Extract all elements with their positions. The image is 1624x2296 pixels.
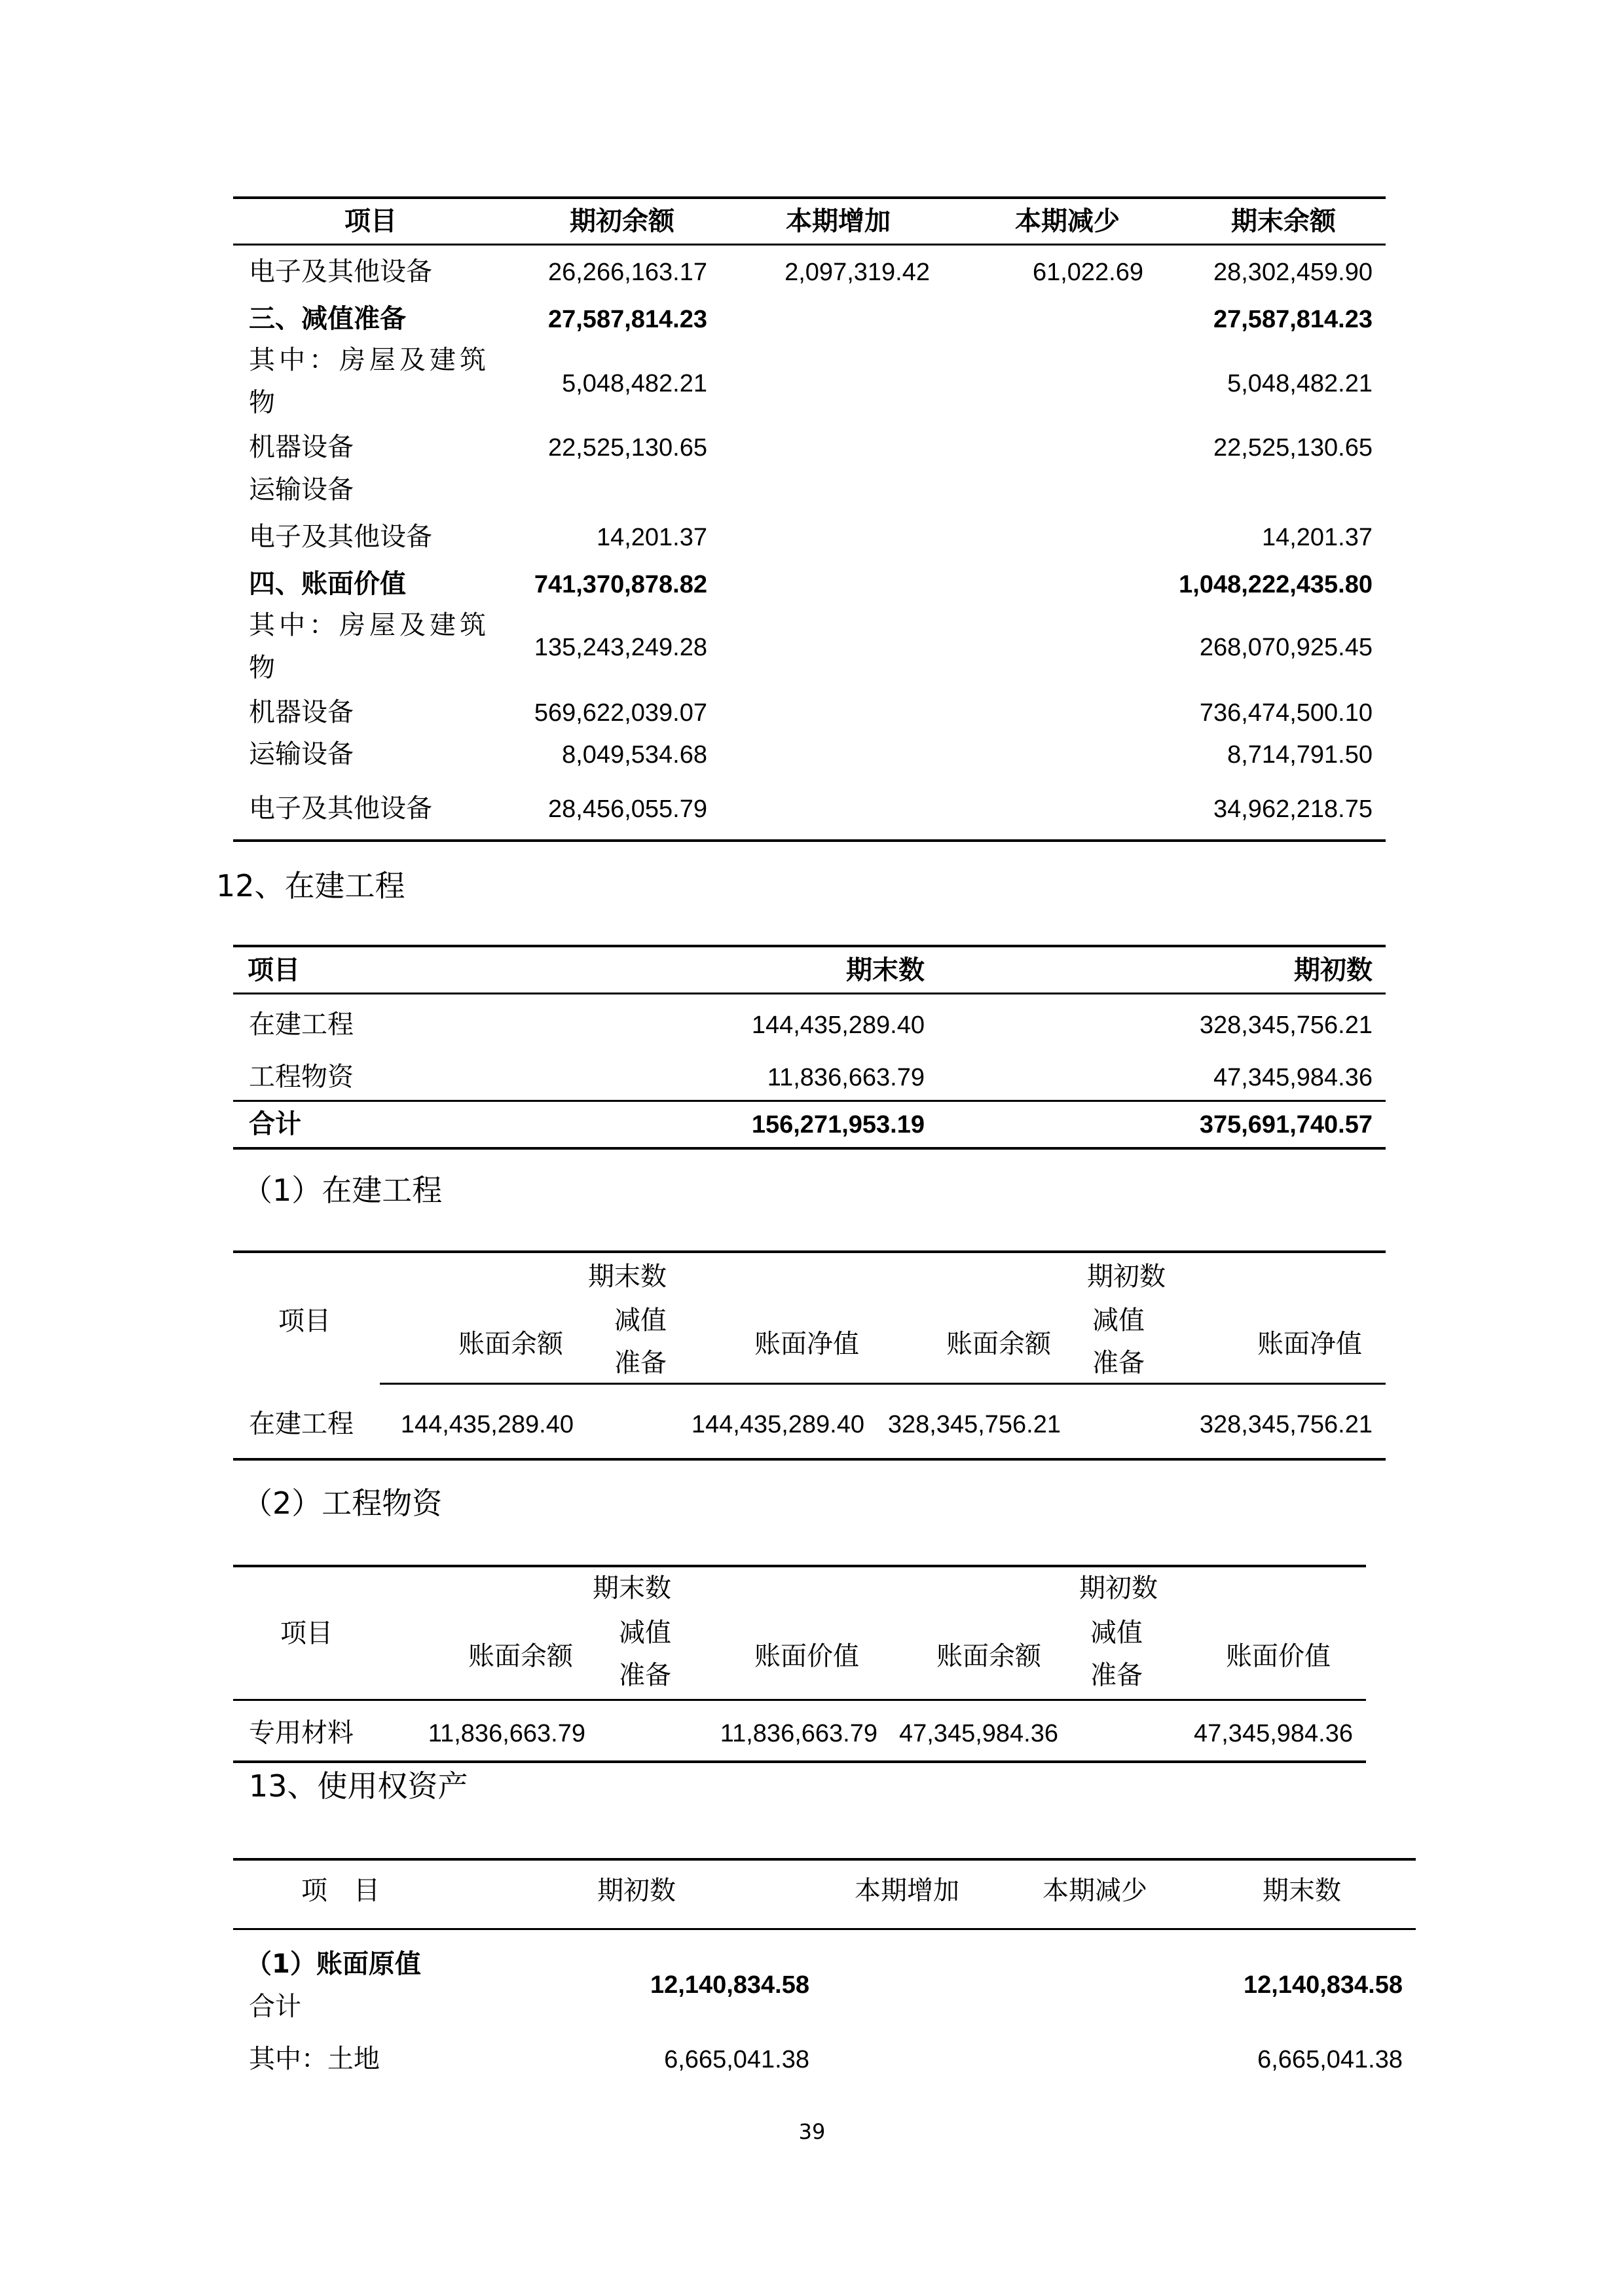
col-header-impairment: 减值 bbox=[614, 1305, 667, 1336]
col-header-item: 项目 bbox=[278, 1306, 331, 1336]
total-begin: 375,691,740.57 bbox=[1199, 1111, 1373, 1139]
col-header-value: 账面价值 bbox=[754, 1641, 859, 1671]
col-header-increase: 本期增加 bbox=[786, 206, 891, 236]
col-header-item: 项目 bbox=[248, 955, 300, 985]
closing-value: 1,048,222,435.80 bbox=[1179, 571, 1373, 598]
closing-value: 5,048,482.21 bbox=[1227, 370, 1373, 397]
closing-value: 12,140,834.58 bbox=[1243, 1971, 1403, 1999]
opening-value: 5,048,482.21 bbox=[562, 370, 707, 397]
row-label: 其中：土地 bbox=[249, 2044, 380, 2074]
increase-value: 2,097,319.42 bbox=[784, 259, 930, 286]
end-balance: 11,836,663.79 bbox=[428, 1720, 585, 1747]
decrease-value: 61,022.69 bbox=[1032, 259, 1143, 286]
page-number: 39 bbox=[798, 2119, 826, 2144]
col-header-balance-begin: 账面余额 bbox=[936, 1641, 1041, 1671]
section-title-right-of-use: 13、使用权资产 bbox=[249, 1768, 468, 1804]
opening-value: 6,665,041.38 bbox=[664, 2046, 809, 2073]
opening-value: 8,049,534.68 bbox=[562, 741, 707, 769]
closing-value: 8,714,791.50 bbox=[1227, 741, 1373, 769]
col-header-balance: 账面余额 bbox=[468, 1641, 573, 1671]
closing-value: 14,201.37 bbox=[1261, 524, 1373, 551]
group-header-begin: 期初数 bbox=[1087, 1262, 1166, 1292]
col-header-impairment-l2: 准备 bbox=[619, 1660, 671, 1690]
row-label: 机器设备 bbox=[249, 697, 354, 727]
closing-value: 22,525,130.65 bbox=[1213, 434, 1373, 462]
group-header-begin: 期初数 bbox=[1079, 1573, 1158, 1603]
opening-value: 741,370,878.82 bbox=[534, 571, 707, 598]
closing-value: 268,070,925.45 bbox=[1199, 634, 1373, 661]
opening-value: 14,201.37 bbox=[596, 524, 707, 551]
row-label: 电子及其他设备 bbox=[249, 793, 432, 824]
group-header-end: 期末数 bbox=[593, 1573, 671, 1603]
col-header-item: 项目 bbox=[344, 206, 397, 236]
row-label: 运输设备 bbox=[249, 739, 354, 769]
col-header-begin: 期初数 bbox=[1294, 955, 1373, 985]
closing-value: 34,962,218.75 bbox=[1213, 795, 1373, 823]
col-header-increase: 本期增加 bbox=[855, 1876, 959, 1906]
col-header-balance-begin: 账面余额 bbox=[946, 1329, 1051, 1359]
col-header-end: 期末数 bbox=[846, 955, 925, 985]
col-header-closing: 期末数 bbox=[1263, 1876, 1341, 1906]
row-label: （1）账面原值 bbox=[246, 1949, 421, 1979]
opening-value: 22,525,130.65 bbox=[547, 434, 707, 462]
subsection-title-construction: （1）在建工程 bbox=[242, 1173, 443, 1208]
end-value: 11,836,663.79 bbox=[767, 1064, 925, 1091]
col-header-closing: 期末余额 bbox=[1231, 206, 1336, 236]
end-balance: 144,435,289.40 bbox=[400, 1411, 574, 1438]
row-label: 电子及其他设备 bbox=[249, 522, 432, 552]
row-label: 电子及其他设备 bbox=[249, 257, 432, 287]
row-label: 其中：房屋及建筑 bbox=[249, 345, 490, 375]
begin-value: 47,345,984.36 bbox=[1213, 1064, 1373, 1091]
opening-value: 569,622,039.07 bbox=[534, 699, 707, 727]
total-end: 156,271,953.19 bbox=[751, 1111, 925, 1139]
row-label: 在建工程 bbox=[249, 1010, 354, 1040]
opening-value: 135,243,249.28 bbox=[534, 634, 707, 661]
row-label: 专用材料 bbox=[249, 1718, 354, 1748]
row-label-cont: 合计 bbox=[249, 1992, 301, 2022]
col-header-impairment-begin-l2: 准备 bbox=[1092, 1348, 1145, 1378]
col-header-opening: 期初数 bbox=[597, 1876, 676, 1906]
col-header-balance: 账面余额 bbox=[458, 1329, 563, 1359]
row-label-cont: 物 bbox=[249, 388, 275, 418]
end-net: 144,435,289.40 bbox=[691, 1411, 864, 1438]
begin-balance: 47,345,984.36 bbox=[898, 1720, 1058, 1747]
col-header-impairment-begin: 减值 bbox=[1090, 1618, 1143, 1648]
begin-balance: 328,345,756.21 bbox=[887, 1411, 1061, 1438]
col-header-impairment-l2: 准备 bbox=[614, 1348, 667, 1378]
col-header-impairment-begin: 减值 bbox=[1092, 1305, 1145, 1336]
group-header-end: 期末数 bbox=[588, 1262, 667, 1292]
closing-value: 28,302,459.90 bbox=[1213, 259, 1373, 286]
col-header-decrease: 本期减少 bbox=[1043, 1876, 1147, 1906]
row-label-cont: 物 bbox=[249, 653, 275, 683]
begin-value: 47,345,984.36 bbox=[1193, 1720, 1353, 1747]
row-label: 运输设备 bbox=[249, 475, 354, 505]
opening-value: 12,140,834.58 bbox=[650, 1971, 809, 1999]
closing-value: 736,474,500.10 bbox=[1199, 699, 1373, 727]
row-label: 四、账面价值 bbox=[249, 569, 406, 599]
end-value: 144,435,289.40 bbox=[751, 1011, 925, 1039]
col-header-item: 项 目 bbox=[301, 1876, 380, 1906]
row-label: 三、减值准备 bbox=[249, 304, 406, 334]
col-header-impairment: 减值 bbox=[619, 1618, 671, 1648]
row-label: 工程物资 bbox=[249, 1062, 354, 1092]
opening-value: 26,266,163.17 bbox=[547, 259, 707, 286]
col-header-net: 账面净值 bbox=[754, 1329, 859, 1359]
col-header-value-begin: 账面价值 bbox=[1226, 1641, 1331, 1671]
section-title-construction-in-progress: 12、在建工程 bbox=[216, 868, 405, 903]
col-header-decrease: 本期减少 bbox=[1015, 206, 1120, 236]
closing-value: 27,587,814.23 bbox=[1213, 306, 1373, 333]
row-label: 在建工程 bbox=[249, 1409, 354, 1439]
col-header-opening: 期初余额 bbox=[570, 206, 674, 236]
col-header-net-begin: 账面净值 bbox=[1257, 1329, 1362, 1359]
col-header-impairment-begin-l2: 准备 bbox=[1090, 1660, 1143, 1690]
closing-value: 6,665,041.38 bbox=[1257, 2046, 1403, 2073]
col-header-item: 项目 bbox=[280, 1618, 333, 1649]
row-label: 其中：房屋及建筑 bbox=[249, 610, 490, 640]
begin-value: 328,345,756.21 bbox=[1199, 1011, 1373, 1039]
total-label: 合计 bbox=[249, 1109, 301, 1139]
subsection-title-materials: （2）工程物资 bbox=[242, 1485, 443, 1521]
opening-value: 28,456,055.79 bbox=[547, 795, 707, 823]
opening-value: 27,587,814.23 bbox=[547, 306, 707, 333]
row-label: 机器设备 bbox=[249, 432, 354, 462]
begin-net: 328,345,756.21 bbox=[1199, 1411, 1373, 1438]
end-value: 11,836,663.79 bbox=[720, 1720, 877, 1747]
